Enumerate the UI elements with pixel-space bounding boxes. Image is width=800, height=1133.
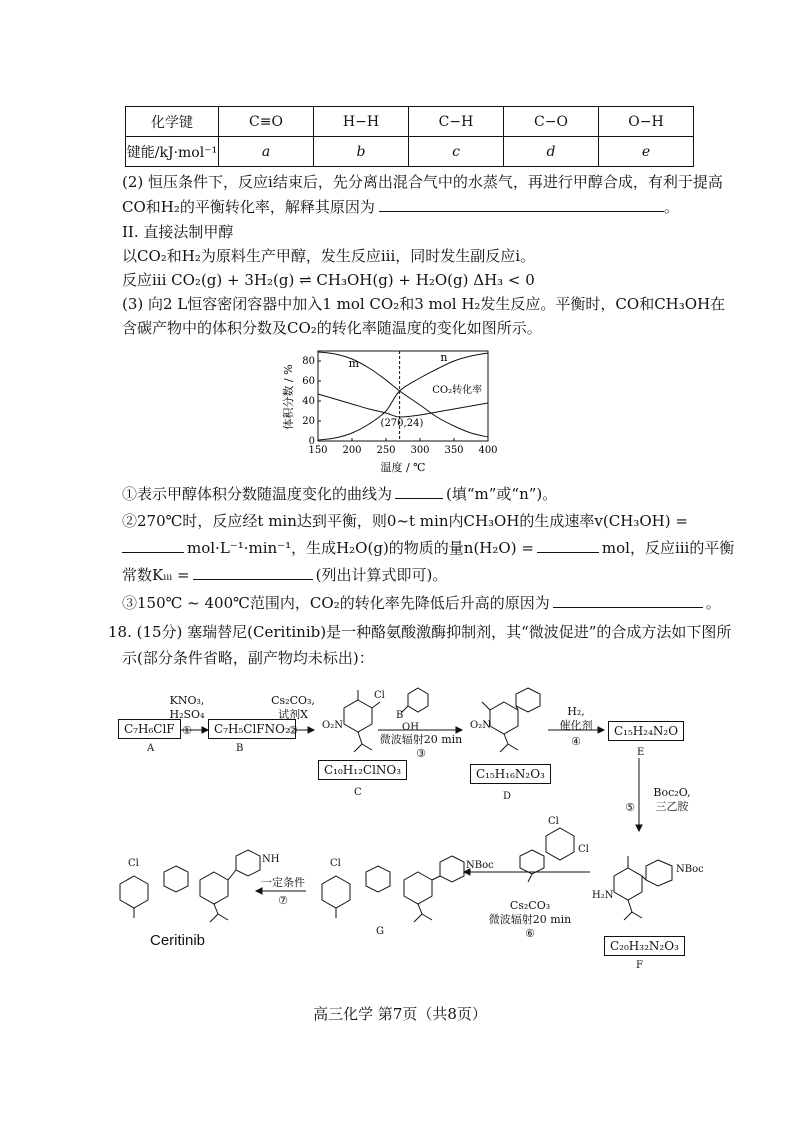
atom-label: OH	[402, 722, 419, 733]
table-cell: b	[314, 137, 409, 167]
atom-label: H₂N	[592, 890, 614, 901]
atom-label: NBoc	[676, 864, 704, 875]
x-tick-label: 250	[376, 445, 396, 456]
step5-base: 三乙胺	[655, 800, 689, 813]
step4-number: ④	[571, 735, 581, 748]
q3-line2: 含碳产物中的体积分数及CO₂的转化率随温度的变化如图所示。	[122, 319, 542, 337]
q3-sub3	[122, 593, 721, 613]
structure-ceritinib	[120, 850, 260, 922]
arrow-head	[636, 825, 642, 831]
page-footer: 高三化学 第7页（共8页）	[313, 1005, 487, 1023]
compound-D-label: D	[503, 791, 512, 802]
section2-title: II. 直接法制甲醇	[122, 223, 234, 241]
step1-reagent: KNO₃,	[169, 694, 205, 707]
volume-fraction-chart	[282, 345, 504, 475]
step7-condition: 一定条件	[261, 876, 305, 889]
table-row	[126, 137, 694, 167]
atom-label: NH	[262, 854, 280, 865]
step3-number: ③	[416, 747, 426, 760]
compound-A-label: A	[147, 743, 155, 754]
atom-label: Cl	[374, 690, 385, 701]
q2-line1: (2) 恒压条件下，反应i结束后，先分离出混合气中的水蒸气，再进行甲醇合成，有利于提高	[122, 173, 723, 191]
q18-line2: 示(部分条件省略，副产物均未标出)：	[122, 649, 374, 667]
compound-F-formula: C₂₀H₃₂N₂O₃	[604, 936, 685, 956]
step1-number: ①	[182, 724, 192, 737]
series-label-n: n	[440, 351, 448, 364]
q2-line2-text: CO和H₂的平衡转化率，解释其原因为	[122, 198, 375, 216]
table-header-cell: C−O	[504, 107, 599, 137]
step2-reagent: Cs₂CO₃,	[271, 694, 315, 707]
q3-sub3-end: 。	[705, 594, 721, 612]
q3-sub2c	[122, 565, 447, 585]
table-header-cell: C≡O	[219, 107, 314, 137]
x-tick-label: 300	[410, 445, 430, 456]
y-axis-label: 体积分数 / %	[282, 364, 295, 430]
step7-number: ⑦	[278, 894, 288, 907]
step3-conditions	[378, 733, 464, 761]
step4-catalyst: 催化剂	[559, 719, 593, 732]
compound-B-formula: C₇H₅ClFNO₂	[208, 719, 296, 739]
q18-line1: 18. (15分) 塞瑞替尼(Ceritinib)是一种酪氨酸激酶抑制剂，其“微波促进”的合成方法如下图所	[108, 623, 732, 641]
compound-C-label: C	[354, 787, 362, 798]
step5-conditions	[646, 786, 698, 814]
table-cell: e	[599, 137, 694, 167]
step5-number: ⑤	[625, 801, 635, 814]
y-tick-label: 0	[308, 436, 315, 447]
structure-G	[322, 856, 464, 922]
step7-conditions	[256, 876, 310, 908]
section2-intro: 以CO₂和H₂为原料生产甲醇，发生反应iii，同时发生副反应i。	[122, 247, 536, 265]
table-row	[126, 107, 694, 137]
point-annotation: (270,24)	[380, 418, 424, 429]
atom-label: Cl	[548, 816, 559, 827]
table-header-cell: O−H	[599, 107, 694, 137]
step6-number: ⑥	[525, 927, 535, 940]
y-tick-label: 20	[302, 416, 315, 427]
step1-conditions	[164, 694, 210, 738]
x-tick-label: 350	[444, 445, 464, 456]
step5-reagent: Boc₂O,	[653, 786, 691, 799]
step3-condition: 微波辐射20 min	[379, 733, 463, 746]
series-label-m: m	[348, 357, 360, 370]
y-tick-label: 60	[302, 376, 315, 387]
step4-reagent: H₂,	[567, 705, 585, 718]
answer-blank[interactable]	[553, 593, 703, 608]
atom-label: O₂N	[470, 720, 491, 731]
atom-label: Cl	[330, 858, 341, 869]
table-row-label: 键能/kJ·mol⁻¹	[126, 137, 219, 167]
answer-blank[interactable]	[122, 538, 184, 553]
atom-label: B	[396, 710, 404, 721]
y-tick-label: 40	[302, 396, 315, 407]
atom-label: O₂N	[322, 720, 343, 731]
compound-G-label: G	[376, 926, 384, 937]
structure-F	[614, 856, 672, 920]
x-tick-label: 400	[478, 445, 498, 456]
reaction-iii: 反应iii CO₂(g) + 3H₂(g) ⇌ CH₃OH(g) + H₂O(g) ΔH₃ < 0	[122, 271, 535, 289]
answer-blank[interactable]	[537, 538, 599, 553]
q3-line1: (3) 向2 L恒容密闭容器中加入1 mol CO₂和3 mol H₂发生反应。平衡时，CO和CH₃OH在	[122, 295, 726, 313]
q3-sub2a: ②270℃时，反应经t min达到平衡，则0~t min内CH₃OH的生成速率v(CH₃OH) =	[122, 512, 688, 530]
q3-sub2c-tail: (列出计算式即可)。	[315, 566, 448, 584]
step1-reagent2: H₂SO₄	[169, 708, 205, 721]
q3-sub2b-unit: mol·L⁻¹·min⁻¹，生成H₂O(g)的物质的量n(H₂O) =	[187, 539, 534, 557]
q3-sub3-text: ③150℃ ~ 400℃范围内，CO₂的转化率先降低后升高的原因为	[122, 594, 550, 612]
table-header-cell: H−H	[314, 107, 409, 137]
compound-B-label: B	[236, 743, 244, 754]
compound-F-label: F	[636, 960, 643, 971]
table-header-cell: 化学键	[126, 107, 219, 137]
q3-sub2b	[122, 538, 734, 558]
series-label-co2-conversion: CO₂转化率	[432, 385, 483, 396]
x-axis-label: 温度 / ℃	[380, 461, 426, 474]
compound-C-formula: C₁₀H₁₂ClNO₃	[318, 760, 407, 780]
structure-dichloropyrimidine	[520, 828, 574, 882]
bond-energy-table	[125, 106, 694, 167]
atom-label: Cl	[128, 858, 139, 869]
y-tick-label: 80	[302, 356, 315, 367]
compound-A-formula: C₇H₆ClF	[118, 719, 181, 739]
q3-sub2c-text: 常数Kᵢᵢᵢ =	[122, 566, 190, 584]
q3-sub1-text: ①表示甲醇体积分数随温度变化的曲线为	[122, 485, 393, 503]
answer-blank[interactable]	[379, 197, 664, 212]
x-tick-label: 150	[308, 445, 328, 456]
q3-sub1-tail: (填“m”或“n”)。	[446, 485, 558, 503]
structure-pyridinylboronic-acid	[402, 688, 428, 712]
q2-line2	[122, 197, 679, 217]
step4-conditions	[546, 705, 606, 749]
step6-condition: 微波辐射20 min	[488, 913, 572, 926]
step6-reagent: Cs₂CO₃	[509, 899, 551, 912]
q3-sub1	[122, 484, 557, 504]
step2-number: ②	[288, 724, 298, 737]
curve-co2-conversion	[318, 394, 488, 417]
table-header-cell: C−H	[409, 107, 504, 137]
q3-sub2b-tail: mol，反应iii的平衡	[601, 539, 735, 557]
product-name: Ceritinib	[150, 932, 206, 949]
compound-E-formula: C₁₅H₂₄N₂O	[608, 721, 684, 741]
step2-reagent2: 试剂X	[278, 708, 308, 721]
table-cell: c	[409, 137, 504, 167]
answer-blank[interactable]	[395, 484, 443, 499]
compound-E-label: E	[637, 747, 645, 758]
compound-D-formula: C₁₅H₁₆N₂O₃	[470, 764, 551, 784]
q2-end: 。	[663, 198, 679, 216]
atom-label: NBoc	[466, 860, 494, 871]
step6-conditions	[480, 899, 580, 941]
answer-blank[interactable]	[193, 565, 313, 580]
x-tick-label: 200	[342, 445, 362, 456]
table-cell: a	[219, 137, 314, 167]
atom-label: Cl	[578, 844, 589, 855]
step2-conditions	[268, 694, 318, 738]
table-cell: d	[504, 137, 599, 167]
